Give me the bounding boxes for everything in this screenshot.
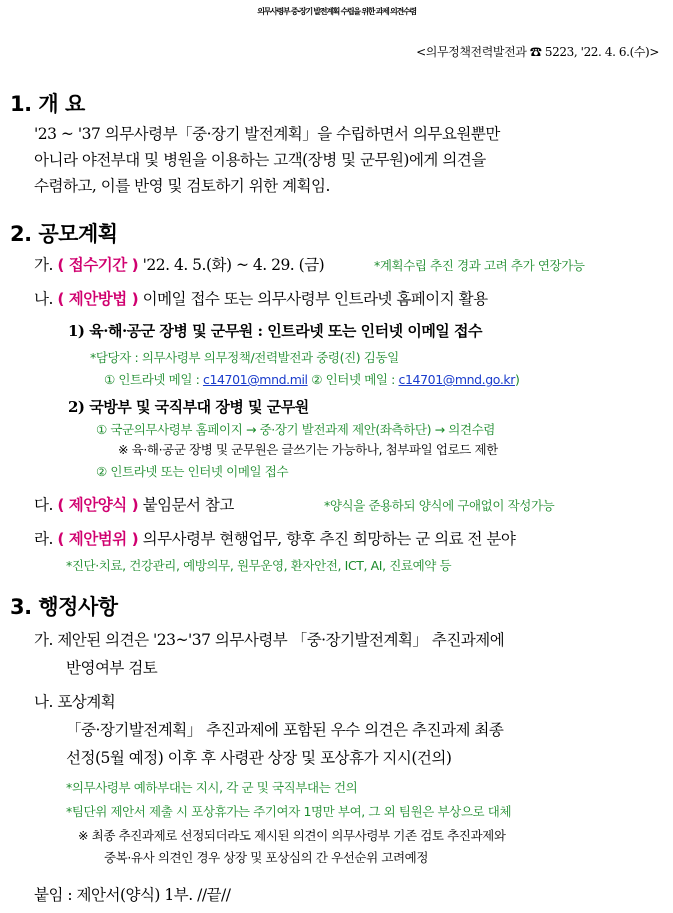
item-na-label: ( 제안방법 ) <box>57 290 139 308</box>
sub-item-2-note: ※ 육·해·공군 장병 및 군무원은 글쓰기는 가능하나, 첨부파일 업로드 제한 <box>118 442 498 457</box>
item-da-note: *양식을 준용하되 양식에 구애없이 작성가능 <box>324 498 555 513</box>
section-3-note-3-line-1: ※ 최종 추진과제로 선정되더라도 제시된 의견이 의무사령부 기존 검토 추진과제와 <box>78 828 506 843</box>
item-ga-prefix: 가. <box>34 256 58 274</box>
item-na-prefix: 나. <box>34 290 58 308</box>
attachment-footer: 붙임 : 제안서(양식) 1부. //끝// <box>34 886 231 904</box>
sub-item-1-title: 1) 육·해·공군 장병 및 군무원 : 인트라넷 또는 인터넷 이메일 접수 <box>68 322 482 340</box>
section-1-line-3: 수렴하고, 이를 반영 및 검토하기 위한 계획임. <box>34 177 330 195</box>
item-da-label: ( 제안양식 ) <box>57 496 139 514</box>
section-2-heading: 2. 공모계획 <box>10 222 118 246</box>
item-ga-text: '22. 4. 5.(화) ~ 4. 29. (금) <box>138 256 325 274</box>
section-3-note-2: *팀단위 제안서 제출 시 포상휴가는 주기여자 1명만 부여, 그 외 팀원은 부상으로 대체 <box>66 804 512 819</box>
item-da-text: 붙임문서 참고 <box>138 496 234 514</box>
item-ra <box>34 527 515 549</box>
section-3-ga-line-1: 가. 제안된 의견은 '23~'37 의무사령부 「중·장기발전계획」 추진과제에 <box>34 631 505 649</box>
subtitle: <의무정책전력발전과 ☎ 5223, '22. 4. 6.(수)> <box>416 45 659 59</box>
item-ga <box>34 253 324 275</box>
sub-item-2-a: ① 국군의무사령부 홈페이지 → 중·장기 발전과제 제안(좌측하단) → 의견수렴 <box>96 422 495 437</box>
intranet-mail-label: ① 인트라넷 메일 : <box>104 372 203 387</box>
section-1-line-2: 아니라 야전부대 및 병원을 이용하는 고객(장병 및 군무원)에게 의견을 <box>34 151 486 169</box>
section-1-line-1: '23 ~ '37 의무사령부「중·장기 발전계획」을 수립하면서 의무요원뿐만 <box>34 125 500 143</box>
item-na <box>34 287 488 309</box>
item-ga-label: ( 접수기간 ) <box>57 256 139 274</box>
item-ra-text: 의무사령부 현행업무, 향후 추진 희망하는 군 의료 전 분야 <box>138 530 516 548</box>
mail-close-paren: ) <box>514 372 520 387</box>
item-ra-label: ( 제안범위 ) <box>57 530 139 548</box>
sub-item-2-title: 2) 국방부 및 국직부대 장병 및 군무원 <box>68 398 309 416</box>
section-3-heading: 3. 행정사항 <box>10 595 118 619</box>
section-1-heading: 1. 개 요 <box>10 92 85 116</box>
sub-item-1-mail <box>104 370 519 388</box>
item-da <box>34 493 234 515</box>
internet-mail-label: ② 인터넷 메일 : <box>307 372 399 387</box>
intranet-mail-link[interactable]: c14701@mnd.mil <box>202 372 308 387</box>
sub-item-2-b: ② 인트라넷 또는 인터넷 이메일 접수 <box>96 464 289 479</box>
section-3-na-heading: 나. 포상계획 <box>34 693 116 711</box>
sub-item-1-staff: *담당자 : 의무사령부 의무정책/전력발전과 중령(진) 김동일 <box>90 350 399 365</box>
section-3-na-line-1: 「중·장기발전계획」 추진과제에 포함된 우수 의견은 추진과제 최종 <box>66 721 504 739</box>
section-3-note-3-line-2: 중복·유사 의견인 경우 상장 및 포상심의 간 우선순위 고려예정 <box>104 850 429 865</box>
page-title: 의무사령부 중·장기 발전계획 수립을 위한 과제 의견수렴 <box>257 7 416 16</box>
item-ra-prefix: 라. <box>34 530 58 548</box>
section-3-ga-line-2: 반영여부 검토 <box>66 659 158 677</box>
item-da-prefix: 다. <box>34 496 58 514</box>
item-ga-note: *계획수립 추진 경과 고려 추가 연장가능 <box>374 258 585 273</box>
item-ra-note: *진단·치료, 건강관리, 예방의무, 원무운영, 환자안전, ICT, AI, 진료예약 등 <box>66 558 452 573</box>
item-na-text: 이메일 접수 또는 의무사령부 인트라넷 홈페이지 활용 <box>138 290 488 308</box>
section-3-note-1: *의무사령부 예하부대는 지시, 각 군 및 국직부대는 건의 <box>66 780 358 795</box>
section-3-na-line-2: 선정(5월 예정) 이후 후 사령관 상장 및 포상휴가 지시(건의) <box>66 749 452 767</box>
internet-mail-link[interactable]: c14701@mnd.go.kr <box>398 372 515 387</box>
